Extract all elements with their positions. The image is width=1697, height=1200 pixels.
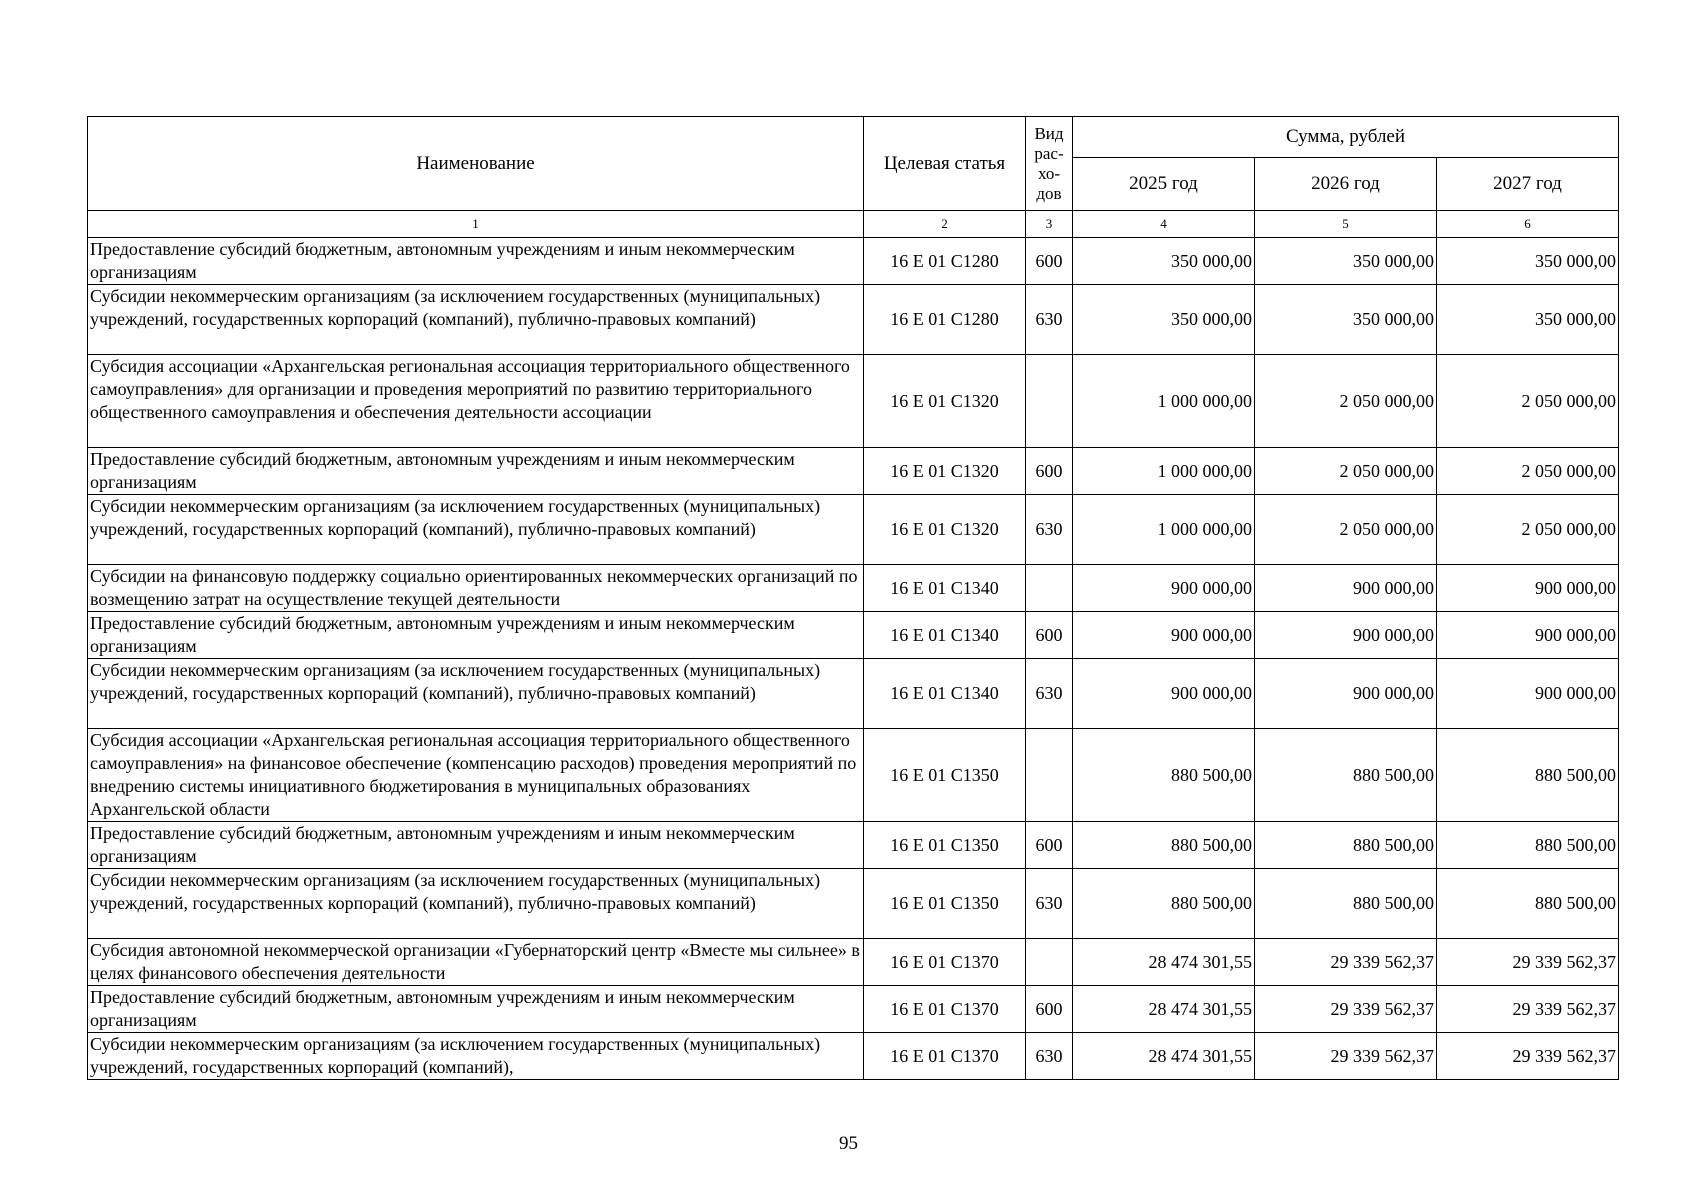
row-amount-2025: 1 000 000,00 [1073, 355, 1255, 448]
row-target-article: 16 Е 01 С1370 [864, 939, 1026, 986]
row-expense-type: 630 [1026, 495, 1073, 565]
row-amount-2026: 2 050 000,00 [1255, 355, 1437, 448]
column-number-cell: 3 [1026, 211, 1073, 238]
table-row [88, 659, 1619, 729]
row-amount-2027: 2 050 000,00 [1437, 355, 1619, 448]
row-amount-2027: 29 339 562,37 [1437, 939, 1619, 986]
row-name: Предоставление субсидий бюджетным, автономным учреждениям и иным некоммерческим организациям [88, 822, 864, 869]
row-amount-2027: 29 339 562,37 [1437, 986, 1619, 1033]
row-amount-2025: 28 474 301,55 [1073, 986, 1255, 1033]
row-amount-2026: 900 000,00 [1255, 565, 1437, 612]
header-sum-group: Сумма, рублей [1073, 117, 1619, 158]
row-amount-2026: 350 000,00 [1255, 285, 1437, 355]
row-amount-2026: 900 000,00 [1255, 612, 1437, 659]
row-target-article: 16 Е 01 С1340 [864, 659, 1026, 729]
row-amount-2025: 28 474 301,55 [1073, 939, 1255, 986]
row-target-article: 16 Е 01 С1280 [864, 285, 1026, 355]
row-target-article: 16 Е 01 С1320 [864, 355, 1026, 448]
table-row [88, 869, 1619, 939]
row-name: Субсидия ассоциации «Архангельская региональная ассоциация территориального общественного самоуправления» на финансовое обеспечение (компенсацию расходов) проведения мероприятий по внедрению системы инициативного бюджетирования в муниципальных образованиях Архангельской области [88, 729, 864, 822]
row-amount-2026: 880 500,00 [1255, 869, 1437, 939]
table-row [88, 822, 1619, 869]
row-amount-2025: 880 500,00 [1073, 729, 1255, 822]
row-expense-type [1026, 939, 1073, 986]
row-name: Субсидии некоммерческим организациям (за исключением государственных (муниципальных) учреждений, государственных корпораций (компаний), публично-правовых компаний) [88, 495, 864, 565]
row-amount-2027: 880 500,00 [1437, 869, 1619, 939]
header-year-2027: 2027 год [1437, 158, 1619, 211]
row-target-article: 16 Е 01 С1320 [864, 448, 1026, 495]
header-year-2025: 2025 год [1073, 158, 1255, 211]
column-number-cell: 1 [88, 211, 864, 238]
row-expense-type [1026, 355, 1073, 448]
row-target-article: 16 Е 01 С1280 [864, 238, 1026, 285]
table-row [88, 986, 1619, 1033]
row-amount-2027: 29 339 562,37 [1437, 1033, 1619, 1080]
row-amount-2025: 1 000 000,00 [1073, 495, 1255, 565]
row-amount-2027: 900 000,00 [1437, 612, 1619, 659]
row-name: Предоставление субсидий бюджетным, автономным учреждениям и иным некоммерческим организациям [88, 238, 864, 285]
table-row [88, 448, 1619, 495]
table-row [88, 565, 1619, 612]
row-amount-2025: 28 474 301,55 [1073, 1033, 1255, 1080]
row-expense-type: 630 [1026, 285, 1073, 355]
row-expense-type: 630 [1026, 1033, 1073, 1080]
row-amount-2026: 900 000,00 [1255, 659, 1437, 729]
table-row [88, 495, 1619, 565]
row-name: Субсидии некоммерческим организациям (за исключением государственных (муниципальных) учреждений, государственных корпораций (компаний), публично-правовых компаний) [88, 659, 864, 729]
row-expense-type: 630 [1026, 659, 1073, 729]
row-expense-type [1026, 729, 1073, 822]
row-name: Субсидия автономной некоммерческой организации «Губернаторский центр «Вместе мы сильнее» в целях финансового обеспечения деятельности [88, 939, 864, 986]
row-amount-2025: 880 500,00 [1073, 822, 1255, 869]
row-target-article: 16 Е 01 С1320 [864, 495, 1026, 565]
table-row [88, 355, 1619, 448]
row-amount-2027: 900 000,00 [1437, 565, 1619, 612]
row-target-article: 16 Е 01 С1370 [864, 986, 1026, 1033]
row-expense-type: 600 [1026, 238, 1073, 285]
header-expense-type: Вид рас-хо-дов [1026, 117, 1073, 211]
row-name: Предоставление субсидий бюджетным, автономным учреждениям и иным некоммерческим организациям [88, 986, 864, 1033]
table-row [88, 285, 1619, 355]
table-body [88, 238, 1619, 1080]
row-name: Субсидии некоммерческим организациям (за исключением государственных (муниципальных) учреждений, государственных корпораций (компаний), публично-правовых компаний) [88, 869, 864, 939]
row-name: Субсидия ассоциации «Архангельская региональная ассоциация территориального общественного самоуправления» для организации и проведения мероприятий по развитию территориального общественного самоуправления и обеспечения деятельности ассоциации [88, 355, 864, 448]
row-amount-2026: 29 339 562,37 [1255, 1033, 1437, 1080]
table-row [88, 612, 1619, 659]
column-number-cell: 6 [1437, 211, 1619, 238]
row-expense-type: 600 [1026, 612, 1073, 659]
row-amount-2027: 880 500,00 [1437, 729, 1619, 822]
row-name: Субсидии на финансовую поддержку социально ориентированных некоммерческих организаций по возмещению затрат на осуществление текущей деятельности [88, 565, 864, 612]
row-amount-2026: 29 339 562,37 [1255, 986, 1437, 1033]
row-amount-2025: 350 000,00 [1073, 238, 1255, 285]
row-name: Субсидии некоммерческим организациям (за исключением государственных (муниципальных) учреждений, государственных корпораций (компаний), [88, 1033, 864, 1080]
row-target-article: 16 Е 01 С1350 [864, 869, 1026, 939]
row-amount-2025: 900 000,00 [1073, 659, 1255, 729]
row-target-article: 16 Е 01 С1370 [864, 1033, 1026, 1080]
page-number: 95 [839, 1133, 858, 1154]
row-expense-type [1026, 565, 1073, 612]
row-name: Предоставление субсидий бюджетным, автономным учреждениям и иным некоммерческим организациям [88, 612, 864, 659]
row-amount-2027: 2 050 000,00 [1437, 495, 1619, 565]
row-amount-2026: 2 050 000,00 [1255, 495, 1437, 565]
row-amount-2027: 350 000,00 [1437, 238, 1619, 285]
column-number-cell: 2 [864, 211, 1026, 238]
row-expense-type: 600 [1026, 822, 1073, 869]
row-name: Субсидии некоммерческим организациям (за исключением государственных (муниципальных) учреждений, государственных корпораций (компаний), публично-правовых компаний) [88, 285, 864, 355]
row-amount-2027: 350 000,00 [1437, 285, 1619, 355]
row-amount-2026: 880 500,00 [1255, 822, 1437, 869]
row-amount-2027: 900 000,00 [1437, 659, 1619, 729]
table-row [88, 1033, 1619, 1080]
row-amount-2025: 900 000,00 [1073, 612, 1255, 659]
row-amount-2025: 880 500,00 [1073, 869, 1255, 939]
row-amount-2025: 900 000,00 [1073, 565, 1255, 612]
header-target-article: Целевая статья [864, 117, 1026, 211]
row-target-article: 16 Е 01 С1350 [864, 822, 1026, 869]
table-row [88, 238, 1619, 285]
header-name: Наименование [88, 117, 864, 211]
table-row [88, 939, 1619, 986]
row-expense-type: 630 [1026, 869, 1073, 939]
row-amount-2025: 1 000 000,00 [1073, 448, 1255, 495]
column-number-cell: 4 [1073, 211, 1255, 238]
row-expense-type: 600 [1026, 448, 1073, 495]
row-target-article: 16 Е 01 С1340 [864, 612, 1026, 659]
row-name: Предоставление субсидий бюджетным, автономным учреждениям и иным некоммерческим организациям [88, 448, 864, 495]
row-amount-2026: 2 050 000,00 [1255, 448, 1437, 495]
row-target-article: 16 Е 01 С1340 [864, 565, 1026, 612]
table-row [88, 729, 1619, 822]
row-amount-2026: 29 339 562,37 [1255, 939, 1437, 986]
row-amount-2026: 880 500,00 [1255, 729, 1437, 822]
row-target-article: 16 Е 01 С1350 [864, 729, 1026, 822]
header-year-2026: 2026 год [1255, 158, 1437, 211]
column-number-cell: 5 [1255, 211, 1437, 238]
row-amount-2026: 350 000,00 [1255, 238, 1437, 285]
column-number-row [88, 211, 1619, 238]
row-amount-2025: 350 000,00 [1073, 285, 1255, 355]
budget-table [87, 116, 1619, 1080]
row-amount-2027: 880 500,00 [1437, 822, 1619, 869]
row-expense-type: 600 [1026, 986, 1073, 1033]
row-amount-2027: 2 050 000,00 [1437, 448, 1619, 495]
